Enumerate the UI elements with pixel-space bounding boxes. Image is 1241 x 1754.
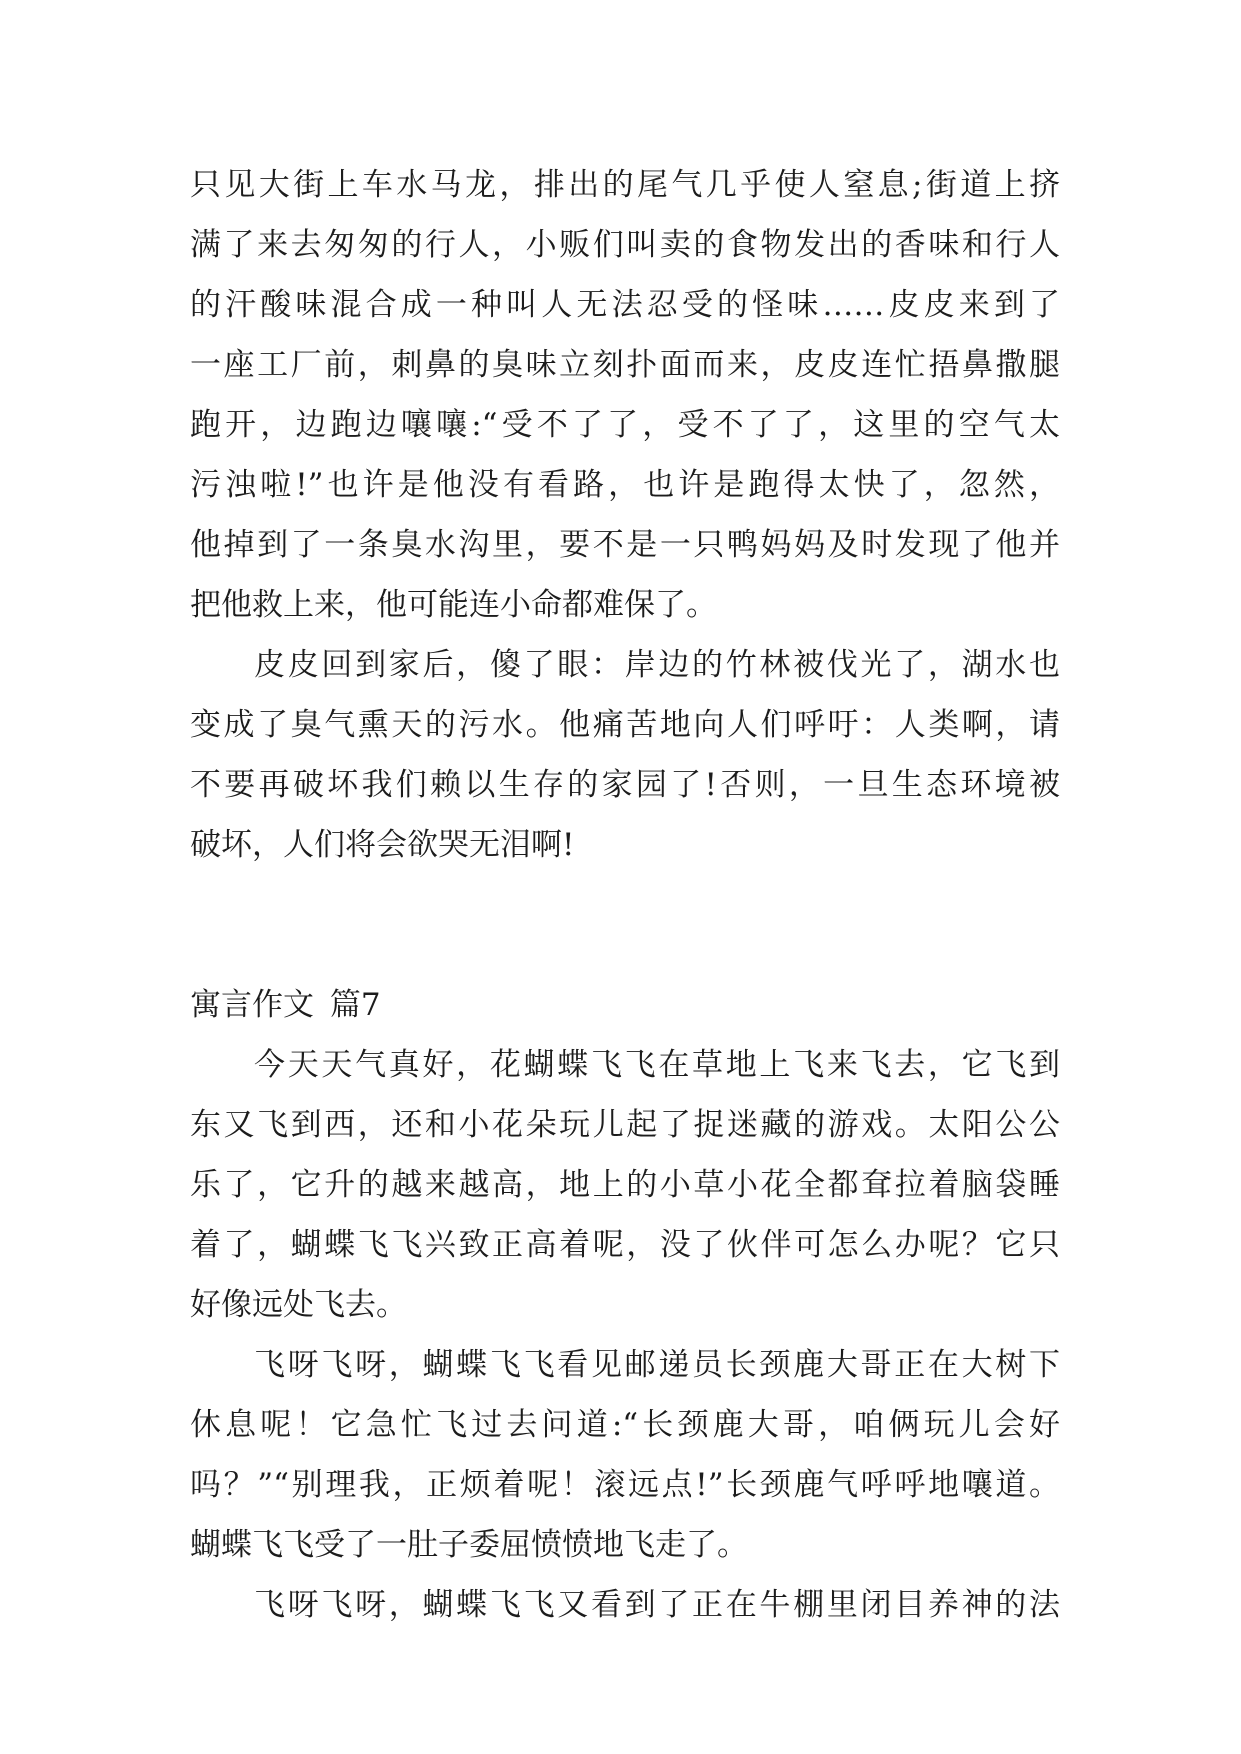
text-line: 吗？”“别理我，正烦着呢！滚远点!”长颈鹿气呼呼地嚷道。 (190, 1467, 1060, 1503)
paragraph (190, 1335, 1060, 1575)
paragraph (190, 1575, 1060, 1635)
document-page (190, 155, 1060, 1635)
text-line: 乐了，它升的越来越高，地上的小草小花全都耷拉着脑袋睡 (190, 1167, 1060, 1203)
text-line: 污浊啦!”也许是他没有看路，也许是跑得太快了，忽然， (190, 467, 1060, 503)
text-line: 休息呢！它急忙飞过去问道:“长颈鹿大哥，咱俩玩儿会好 (190, 1407, 1060, 1443)
section-spacer (190, 875, 1060, 975)
text-line: 一座工厂前，刺鼻的臭味立刻扑面而来，皮皮连忙捂鼻撒腿 (190, 347, 1060, 383)
text-line: 东又飞到西，还和小花朵玩儿起了捉迷藏的游戏。太阳公公 (190, 1107, 1060, 1143)
text-line: 破坏，人们将会欲哭无泪啊! (190, 827, 575, 863)
text-line: 只见大街上车水马龙，排出的尾气几乎使人窒息;街道上挤 (190, 167, 1060, 203)
paragraph (190, 155, 1060, 635)
text-line: 他掉到了一条臭水沟里，要不是一只鸭妈妈及时发现了他并 (190, 527, 1060, 563)
section-heading: 寓言作文 篇7 (190, 987, 381, 1023)
text-line: 满了来去匆匆的行人，小贩们叫卖的食物发出的香味和行人 (190, 227, 1060, 263)
story-section-1 (190, 155, 1060, 875)
text-line: 跑开，边跑边嚷嚷:“受不了了，受不了了，这里的空气太 (190, 407, 1060, 443)
text-line: 着了，蝴蝶飞飞兴致正高着呢，没了伙伴可怎么办呢？它只 (190, 1227, 1060, 1263)
text-line: 飞呀飞呀，蝴蝶飞飞看见邮递员长颈鹿大哥正在大树下 (254, 1347, 1060, 1383)
text-line: 变成了臭气熏天的污水。他痛苦地向人们呼吁：人类啊，请 (190, 707, 1060, 743)
text-line: 蝴蝶飞飞受了一肚子委屈愤愤地飞走了。 (190, 1527, 748, 1563)
text-line: 皮皮回到家后，傻了眼：岸边的竹林被伐光了，湖水也 (254, 647, 1060, 683)
text-line: 把他救上来，他可能连小命都难保了。 (190, 587, 717, 623)
text-line: 今天天气真好，花蝴蝶飞飞在草地上飞来飞去，它飞到 (254, 1047, 1060, 1083)
text-line: 飞呀飞呀，蝴蝶飞飞又看到了正在牛棚里闭目养神的法 (254, 1587, 1060, 1623)
paragraph (190, 1035, 1060, 1335)
story-section-2 (190, 975, 1060, 1635)
paragraph (190, 635, 1060, 875)
text-line: 好像远处飞去。 (190, 1287, 407, 1323)
text-line: 不要再破坏我们赖以生存的家园了!否则，一旦生态环境被 (190, 767, 1060, 803)
text-line: 的汗酸味混合成一种叫人无法忍受的怪味……皮皮来到了 (190, 287, 1060, 323)
